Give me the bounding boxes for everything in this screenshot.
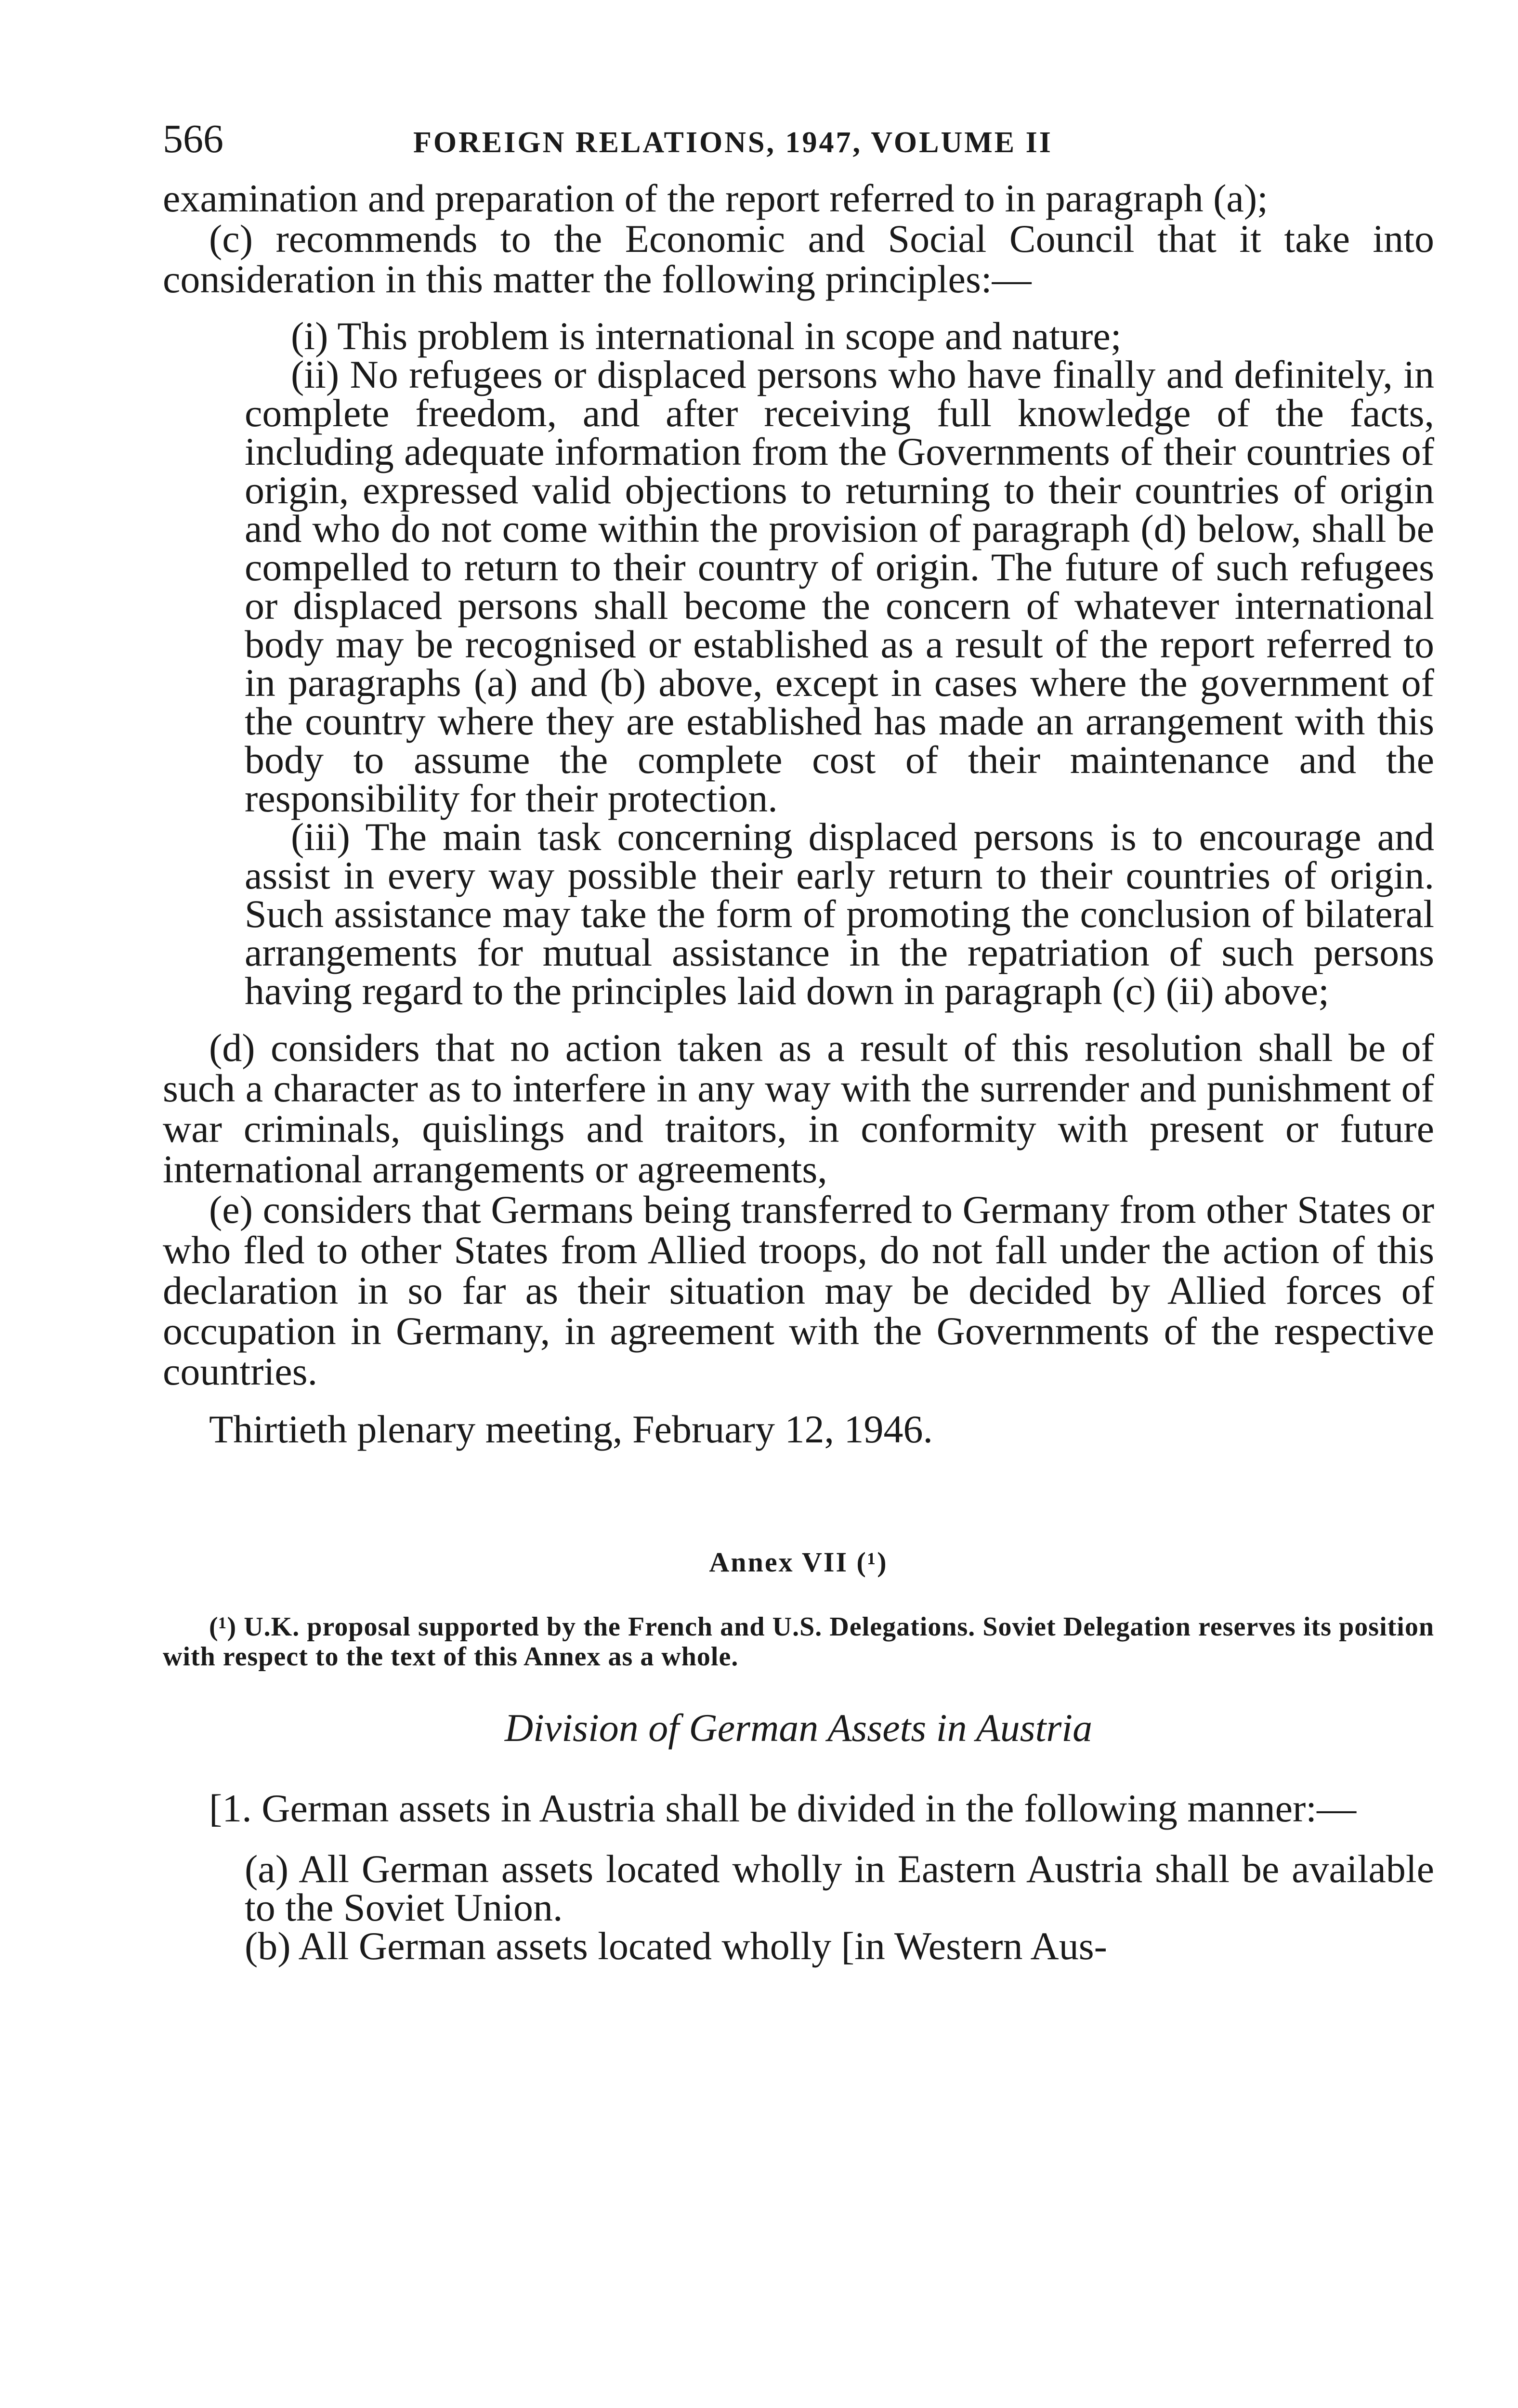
page-header [163, 116, 1434, 178]
annex-title: Annex VII (¹) [709, 1546, 888, 1578]
principles-list [163, 314, 1434, 1013]
principle-iii: (iii) The main task concerning displaced persons is to encourage and assist in every way possible their early return to their countries of origin. Such assistance may take the form of promoting the conclusion of bilateral arrangements for mutual assistance in the repatriation of such persons having regard to the principles laid down in paragraph (c) (ii) above; [245, 815, 1434, 1013]
annex-footnote: (¹) U.K. proposal supported by the French and U.S. Delegations. Soviet Delegation reserves its position with respect to the text of this Annex as a whole. [163, 1612, 1434, 1672]
continuation-paragraph: examination and preparation of the report referred to in paragraph (a); [163, 176, 1268, 220]
principle-i: (i) This problem is international in scope and nature; [291, 314, 1122, 358]
annex-item-1: [1. German assets in Austria shall be divided in the following manner:— [209, 1786, 1357, 1830]
document-page [163, 116, 1434, 1968]
annex-item-a: (a) All German assets located wholly in Eastern Austria shall be available to the Soviet Union. [245, 1847, 1434, 1929]
paragraph-e: (e) considers that Germans being transferred to Germany from other States or who fled to other States from Allied troops, do not fall under the action of this declaration in so far as their situation may be decided by Allied forces of occupation in Germany, in agreement with the Governments of the respective countries. [163, 1188, 1434, 1393]
annex-item-b: (b) All German assets located wholly [in Western Aus- [245, 1924, 1107, 1968]
running-head: FOREIGN RELATIONS, 1947, VOLUME II [413, 126, 1053, 159]
section-title: Division of German Assets in Austria [504, 1706, 1093, 1750]
meeting-line: Thirtieth plenary meeting, February 12, 1946. [209, 1407, 933, 1451]
annex-subitems [163, 1847, 1434, 1968]
paragraph-d: (d) considers that no action taken as a result of this resolution shall be of such a character as to interfere in any way with the surrender and punishment of war criminals, quislings and traitors, in conformity with present or future international arrangements or agreements, [163, 1026, 1434, 1191]
principle-ii: (ii) No refugees or displaced persons who have finally and definitely, in complete freedom, and after receiving full knowledge of the facts, including adequate information from the Governments of their countries of origin, expressed valid objections to returning to their countries of origin and who do not come within the provision of paragraph (d) below, shall be compelled to return to their country of origin. The future of such refugees or displaced persons shall become the concern of whatever international body may be recognised or established as a result of the report referred to in paragraphs (a) and (b) above, except in cases where the government of the country where they are established has made an arrangement with this body to assume the complete cost of their maintenance and the responsibility for their protection. [245, 353, 1434, 820]
page-number: 566 [163, 117, 223, 161]
paragraph-c: (c) recommends to the Economic and Social Council that it take into consideration in this matter the following principles:— [163, 217, 1434, 301]
